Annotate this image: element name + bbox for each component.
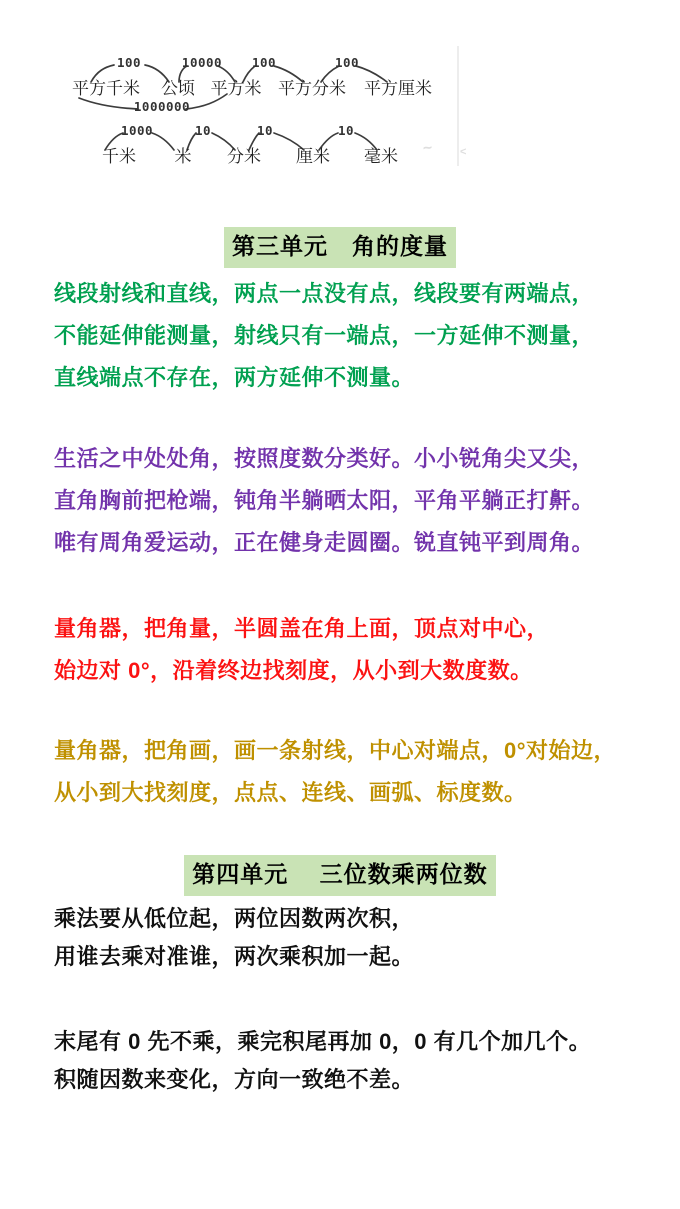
unit-conversion-svg [64, 40, 467, 170]
area-unit-ha: 公顷 [161, 79, 195, 98]
angle-types-rhyme [54, 438, 594, 564]
length-unit-m: 米 [174, 147, 192, 166]
rhyme-line: 线段射线和直线，两点一点没有点，线段要有两端点， [54, 281, 595, 306]
unit-conversion-diagram [64, 40, 467, 170]
area-factor-km2-m2: 1000000 [133, 99, 191, 114]
draw-angle-rhyme [54, 730, 616, 814]
area-factor-m2-dm2: 100 [251, 55, 277, 70]
area-factor-dm2-cm2: 100 [334, 55, 360, 70]
length-unit-mm: 毫米 [364, 147, 398, 166]
rhyme-line: 末尾有 0 先不乘，乘完积尾再加 0，0 有几个加几个。 [54, 1029, 592, 1054]
rhyme-line: 不能延伸能测量，射线只有一端点，一方延伸不测量， [54, 323, 595, 348]
length-factor-km-m: 1000 [120, 123, 154, 138]
image-edge-artifact [457, 46, 459, 166]
area-unit-dm2: 平方分米 [278, 79, 346, 98]
watermark-smudge: < [460, 146, 467, 158]
line-segment-rhyme [54, 273, 594, 399]
arc-stroke [152, 133, 174, 150]
trailing-zero-rhyme [54, 1023, 591, 1099]
length-factor-dm-cm: 10 [256, 123, 274, 138]
unit3-title: 第三单元 角的度量 [224, 227, 456, 268]
length-unit-km: 千米 [102, 147, 136, 166]
length-factor-cm-mm: 10 [337, 123, 355, 138]
unit4-title-row [0, 855, 680, 896]
area-unit-km2: 平方千米 [72, 79, 140, 98]
rhyme-line: 直角胸前把枪端，钝角半躺晒太阳，平角平躺正打鼾。 [54, 488, 595, 513]
unit3-title-row [0, 227, 680, 268]
length-unit-dm: 分米 [227, 147, 261, 166]
rhyme-line: 从小到大找刻度，点点、连线、画弧、标度数。 [54, 780, 527, 805]
arc-stroke [79, 98, 138, 109]
multiply-rhyme [54, 900, 414, 976]
length-factor-m-dm: 10 [194, 123, 212, 138]
area-factor-km2-ha: 100 [116, 55, 142, 70]
length-unit-cm: 厘米 [296, 147, 330, 166]
rhyme-line: 积随因数来变化，方向一致绝不差。 [54, 1067, 415, 1092]
area-unit-m2: 平方米 [210, 79, 262, 98]
rhyme-line: 始边对 0°，沿着终边找刻度，从小到大数度数。 [54, 658, 533, 683]
unit4-title: 第四单元 三位数乘两位数 [184, 855, 495, 896]
measure-angle-rhyme [54, 608, 549, 692]
rhyme-line: 用谁去乘对准谁，两次乘积加一起。 [54, 944, 415, 969]
rhyme-line: 直线端点不存在，两方延伸不测量。 [54, 365, 415, 390]
area-factor-ha-m2: 10000 [181, 55, 223, 70]
rhyme-line: 生活之中处处角，按照度数分类好。小小锐角尖又尖， [54, 446, 595, 471]
watermark-smudge: ~ [421, 139, 434, 158]
area-unit-cm2: 平方厘米 [364, 79, 432, 98]
rhyme-line: 量角器，把角量，半圆盖在角上面，顶点对中心， [54, 616, 550, 641]
rhyme-line: 量角器，把角画，画一条射线，中心对端点，0°对始边， [54, 738, 617, 763]
rhyme-line: 唯有周角爱运动，正在健身走圆圈。锐直钝平到周角。 [54, 530, 595, 555]
rhyme-line: 乘法要从低位起，两位因数两次积， [54, 906, 415, 931]
